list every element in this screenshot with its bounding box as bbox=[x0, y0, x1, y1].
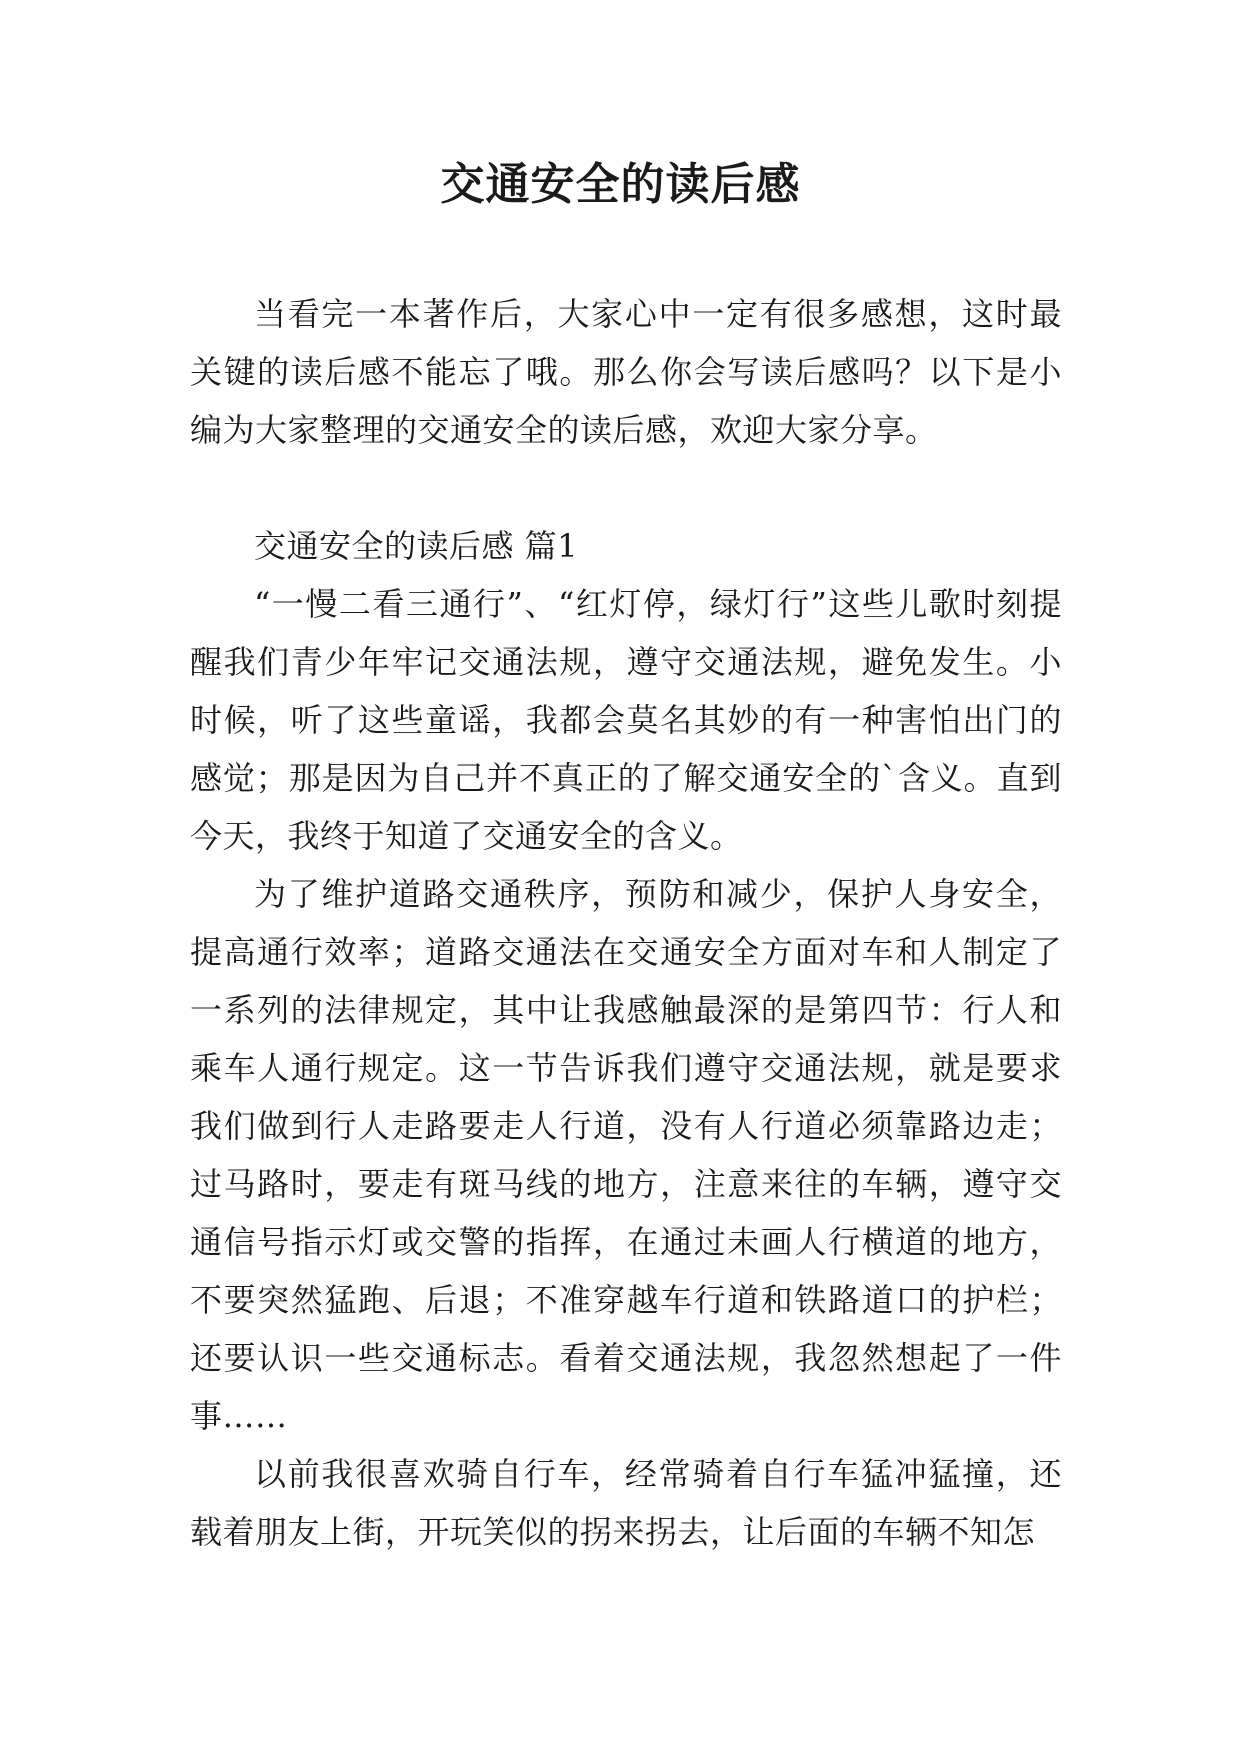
document-title: 交通安全的读后感 bbox=[440, 159, 801, 210]
intro-paragraph: 当看完一本著作后，大家心中一定有很多感想，这时最关键的读后感不能忘了哦。那么你会写读后感吗？以下是小编为大家整理的交通安全的读后感，欢迎大家分享。 bbox=[190, 295, 1062, 449]
body-paragraph: “一慢二看三通行”、“红灯停，绿灯行”这些儿歌时刻提醒我们青少年牢记交通法规，遵守交通法规，避免发生。小时候，听了这些童谣，我都会莫名其妙的有一种害怕出门的感觉；那是因为自己并不真正的了解交通安全的`含义。直到今天，我终于知道了交通安全的含义。 bbox=[190, 585, 1062, 855]
body-paragraph: 为了维护道路交通秩序，预防和减少，保护人身安全，提高通行效率；道路交通法在交通安全方面对车和人制定了一系列的法律规定，其中让我感触最深的是第四节：行人和乘车人通行规定。这一节告诉我们遵守交通法规，就是要求我们做到行人走路要走人行道，没有人行道必须靠路边走；过马路时，要走有斑马线的地方，注意来往的车辆，遵守交通信号指示灯或交警的指挥，在通过未画人行横道的地方，不要突然猛跑、后退；不准穿越车行道和铁路道口的护栏；还要认识一些交通标志。看着交通法规，我忽然想起了一件事…… bbox=[190, 875, 1062, 1435]
document-body bbox=[190, 285, 1062, 1561]
paragraph-gap bbox=[190, 459, 1062, 517]
body-paragraph: 以前我很喜欢骑自行车，经常骑着自行车猛冲猛撞，还载着朋友上街，开玩笑似的拐来拐去，让后面的车辆不知怎 bbox=[190, 1455, 1062, 1551]
section-heading: 交通安全的读后感 篇1 bbox=[254, 527, 579, 565]
